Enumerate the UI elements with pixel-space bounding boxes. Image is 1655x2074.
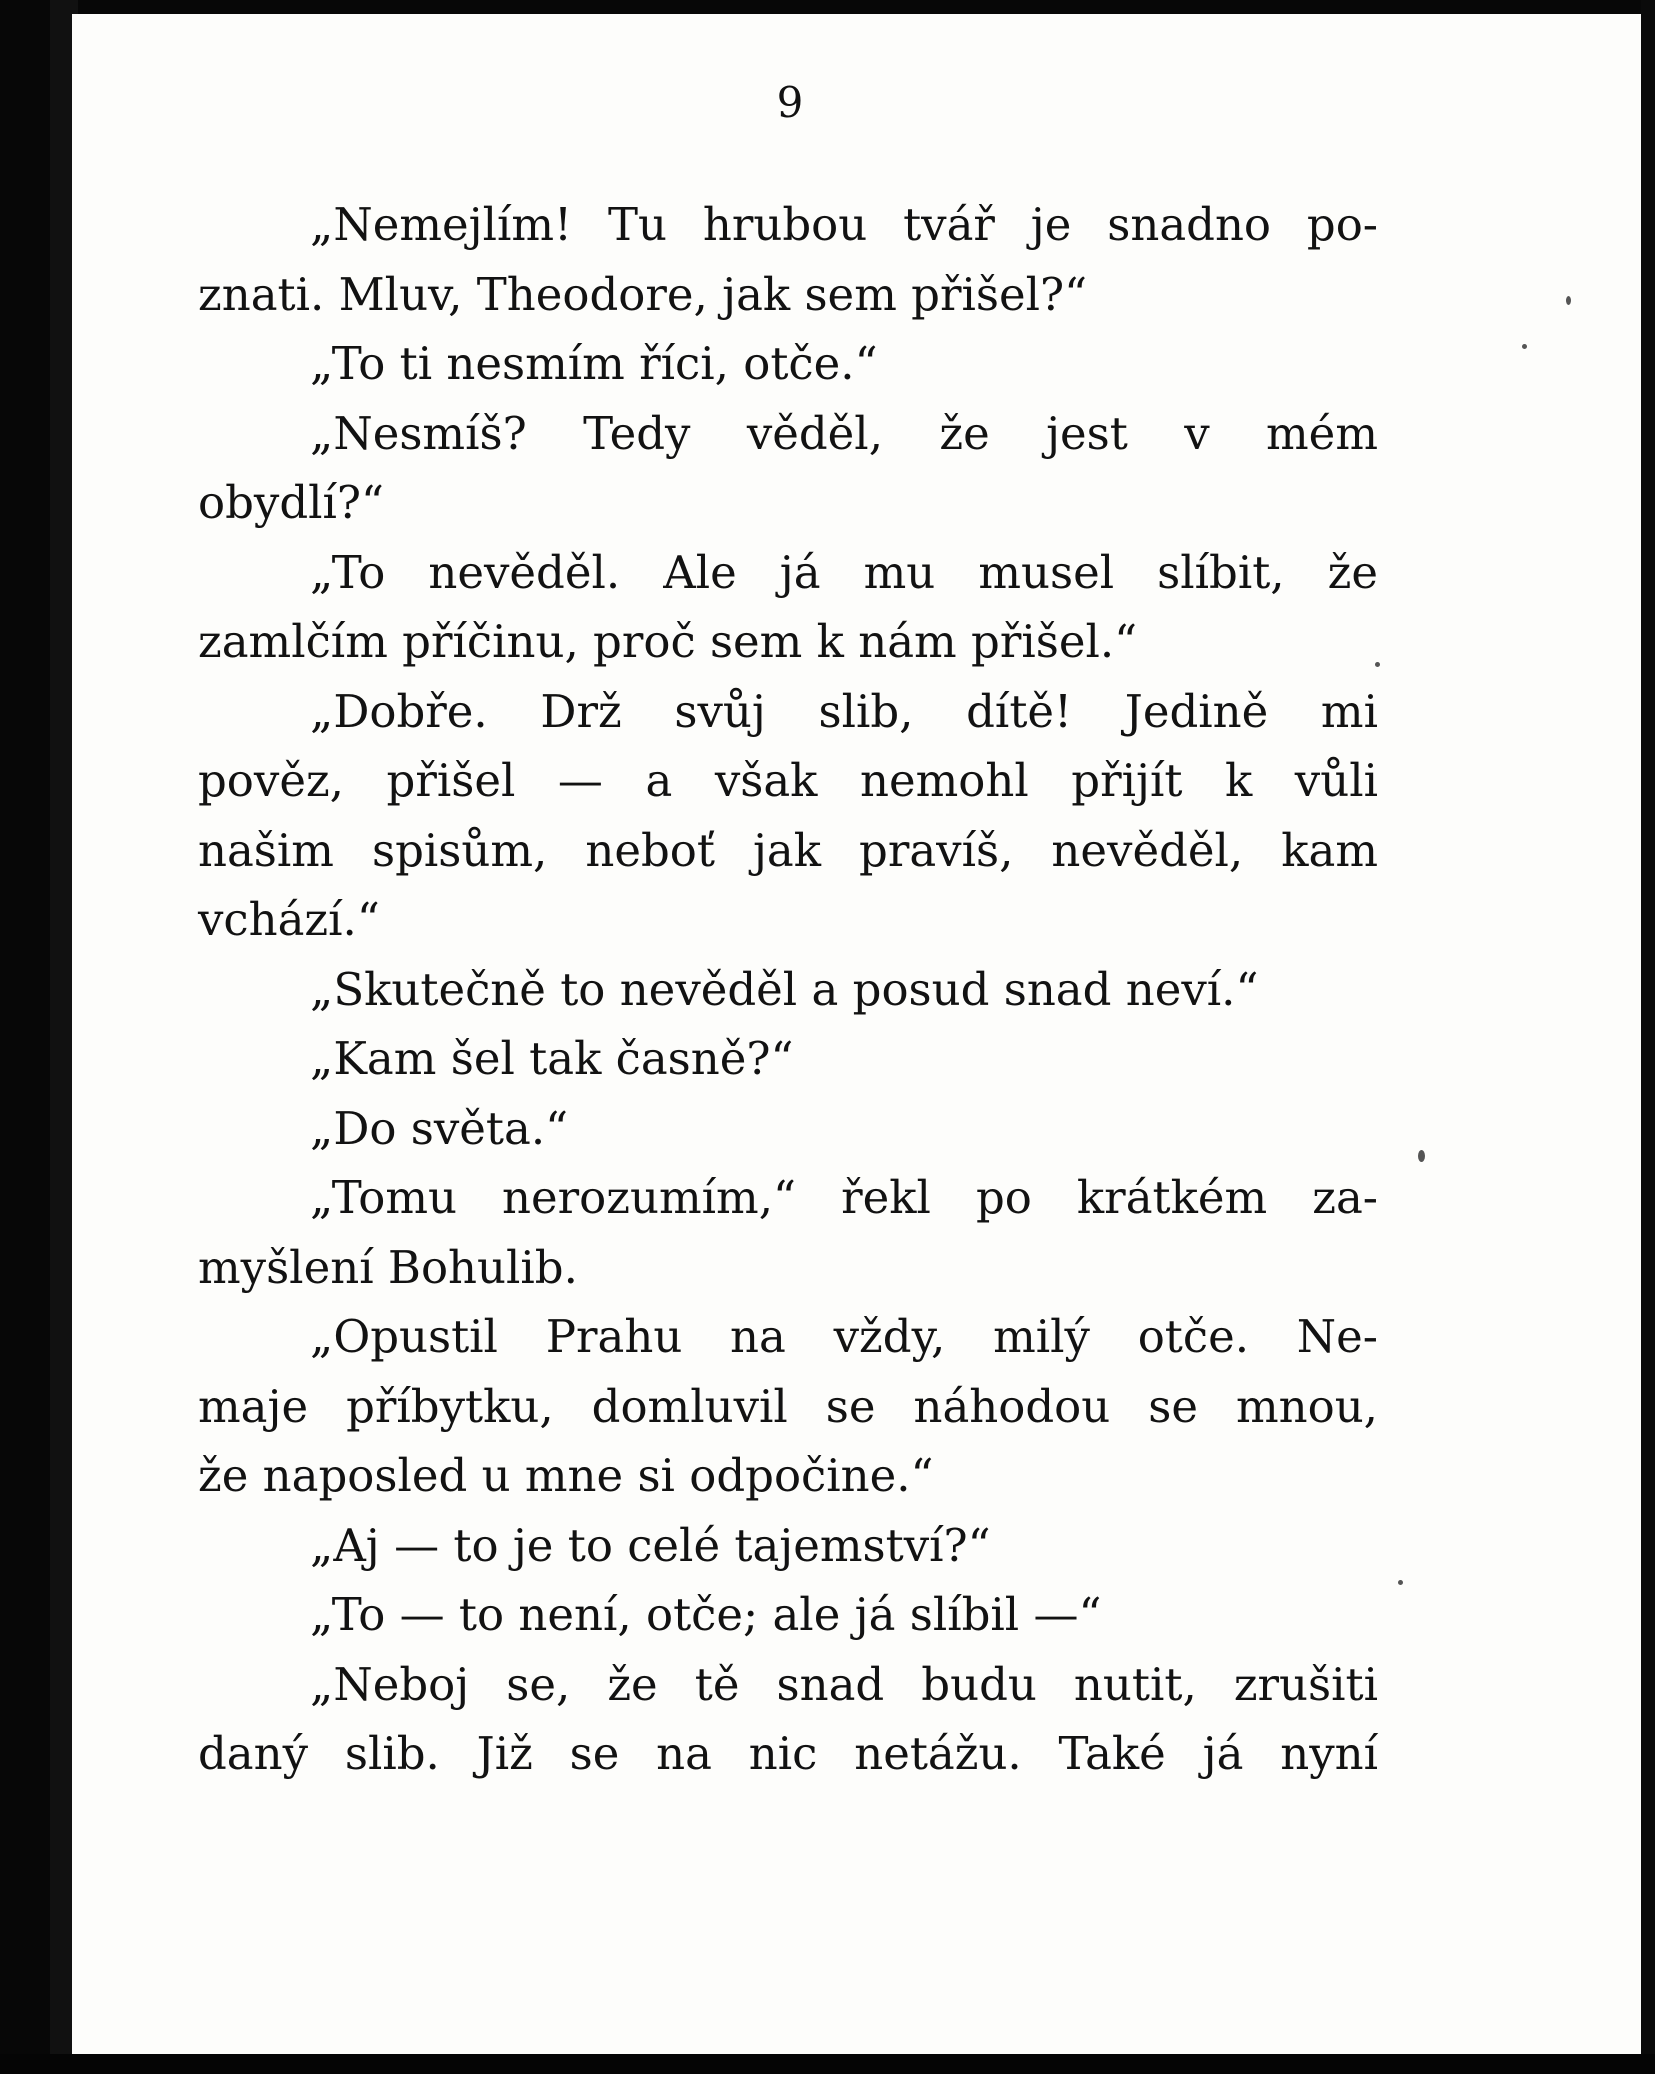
text-line: „To ti nesmím říci, otče.“ xyxy=(310,337,878,390)
text-line: „Aj — to je to celé tajemství?“ xyxy=(310,1518,991,1572)
body-text xyxy=(198,190,1378,1789)
text-line: „Skutečně to nevěděl a posud snad neví.“ xyxy=(310,962,1259,1016)
text-line: znati. Mluv, Theodore, jak sem přišel?“ xyxy=(198,267,1088,321)
text-line: našim spisům, neboť jak pravíš, nevěděl, kam xyxy=(198,823,1378,877)
text-line: „To — to není, otče; ale já slíbil —“ xyxy=(310,1588,1102,1641)
text-line: „Do světa.“ xyxy=(310,1101,569,1155)
text-line: myšlení Bohulib. xyxy=(198,1240,578,1294)
ink-speck xyxy=(1418,1150,1425,1162)
text-line: „Nesmíš? Tedy věděl, že jest v mém xyxy=(310,406,1378,460)
text-line: obydlí?“ xyxy=(198,476,385,529)
text-line: „Kam šel tak časně?“ xyxy=(310,1032,794,1085)
text-line: „To nevěděl. Ale já mu musel slíbit, že xyxy=(310,545,1378,599)
ink-speck xyxy=(1522,344,1527,349)
text-line: vchází.“ xyxy=(198,893,380,946)
text-line: pověz, přišel — a však nemohl přijít k vůli xyxy=(198,754,1378,807)
text-line: daný slib. Již se na nic netážu. Také já nyní xyxy=(198,1727,1378,1780)
text-line: „Tomu nerozumím,“ řekl po krátkém za- xyxy=(310,1171,1378,1224)
text-line: „Neboj se, že tě snad budu nutit, zrušiti xyxy=(310,1657,1378,1711)
text-line: zamlčím příčinu, proč sem k nám přišel.“ xyxy=(198,615,1138,668)
text-line: „Nemejlím! Tu hrubou tvář je snadno po- xyxy=(310,198,1378,251)
text-line: „Opustil Prahu na vždy, milý otče. Ne- xyxy=(310,1310,1378,1363)
text-line: maje příbytku, domluvil se náhodou se mnou, xyxy=(198,1379,1378,1433)
right-scan-edge xyxy=(1641,0,1655,2074)
bottom-scan-edge xyxy=(0,2054,1655,2074)
page-number: 9 xyxy=(776,78,804,127)
text-line: „Dobře. Drž svůj slib, dítě! Jedině mi xyxy=(310,684,1378,738)
text-line: že naposled u mne si odpočine.“ xyxy=(198,1449,934,1502)
ink-speck xyxy=(1398,1580,1403,1585)
ink-speck xyxy=(1566,296,1571,305)
